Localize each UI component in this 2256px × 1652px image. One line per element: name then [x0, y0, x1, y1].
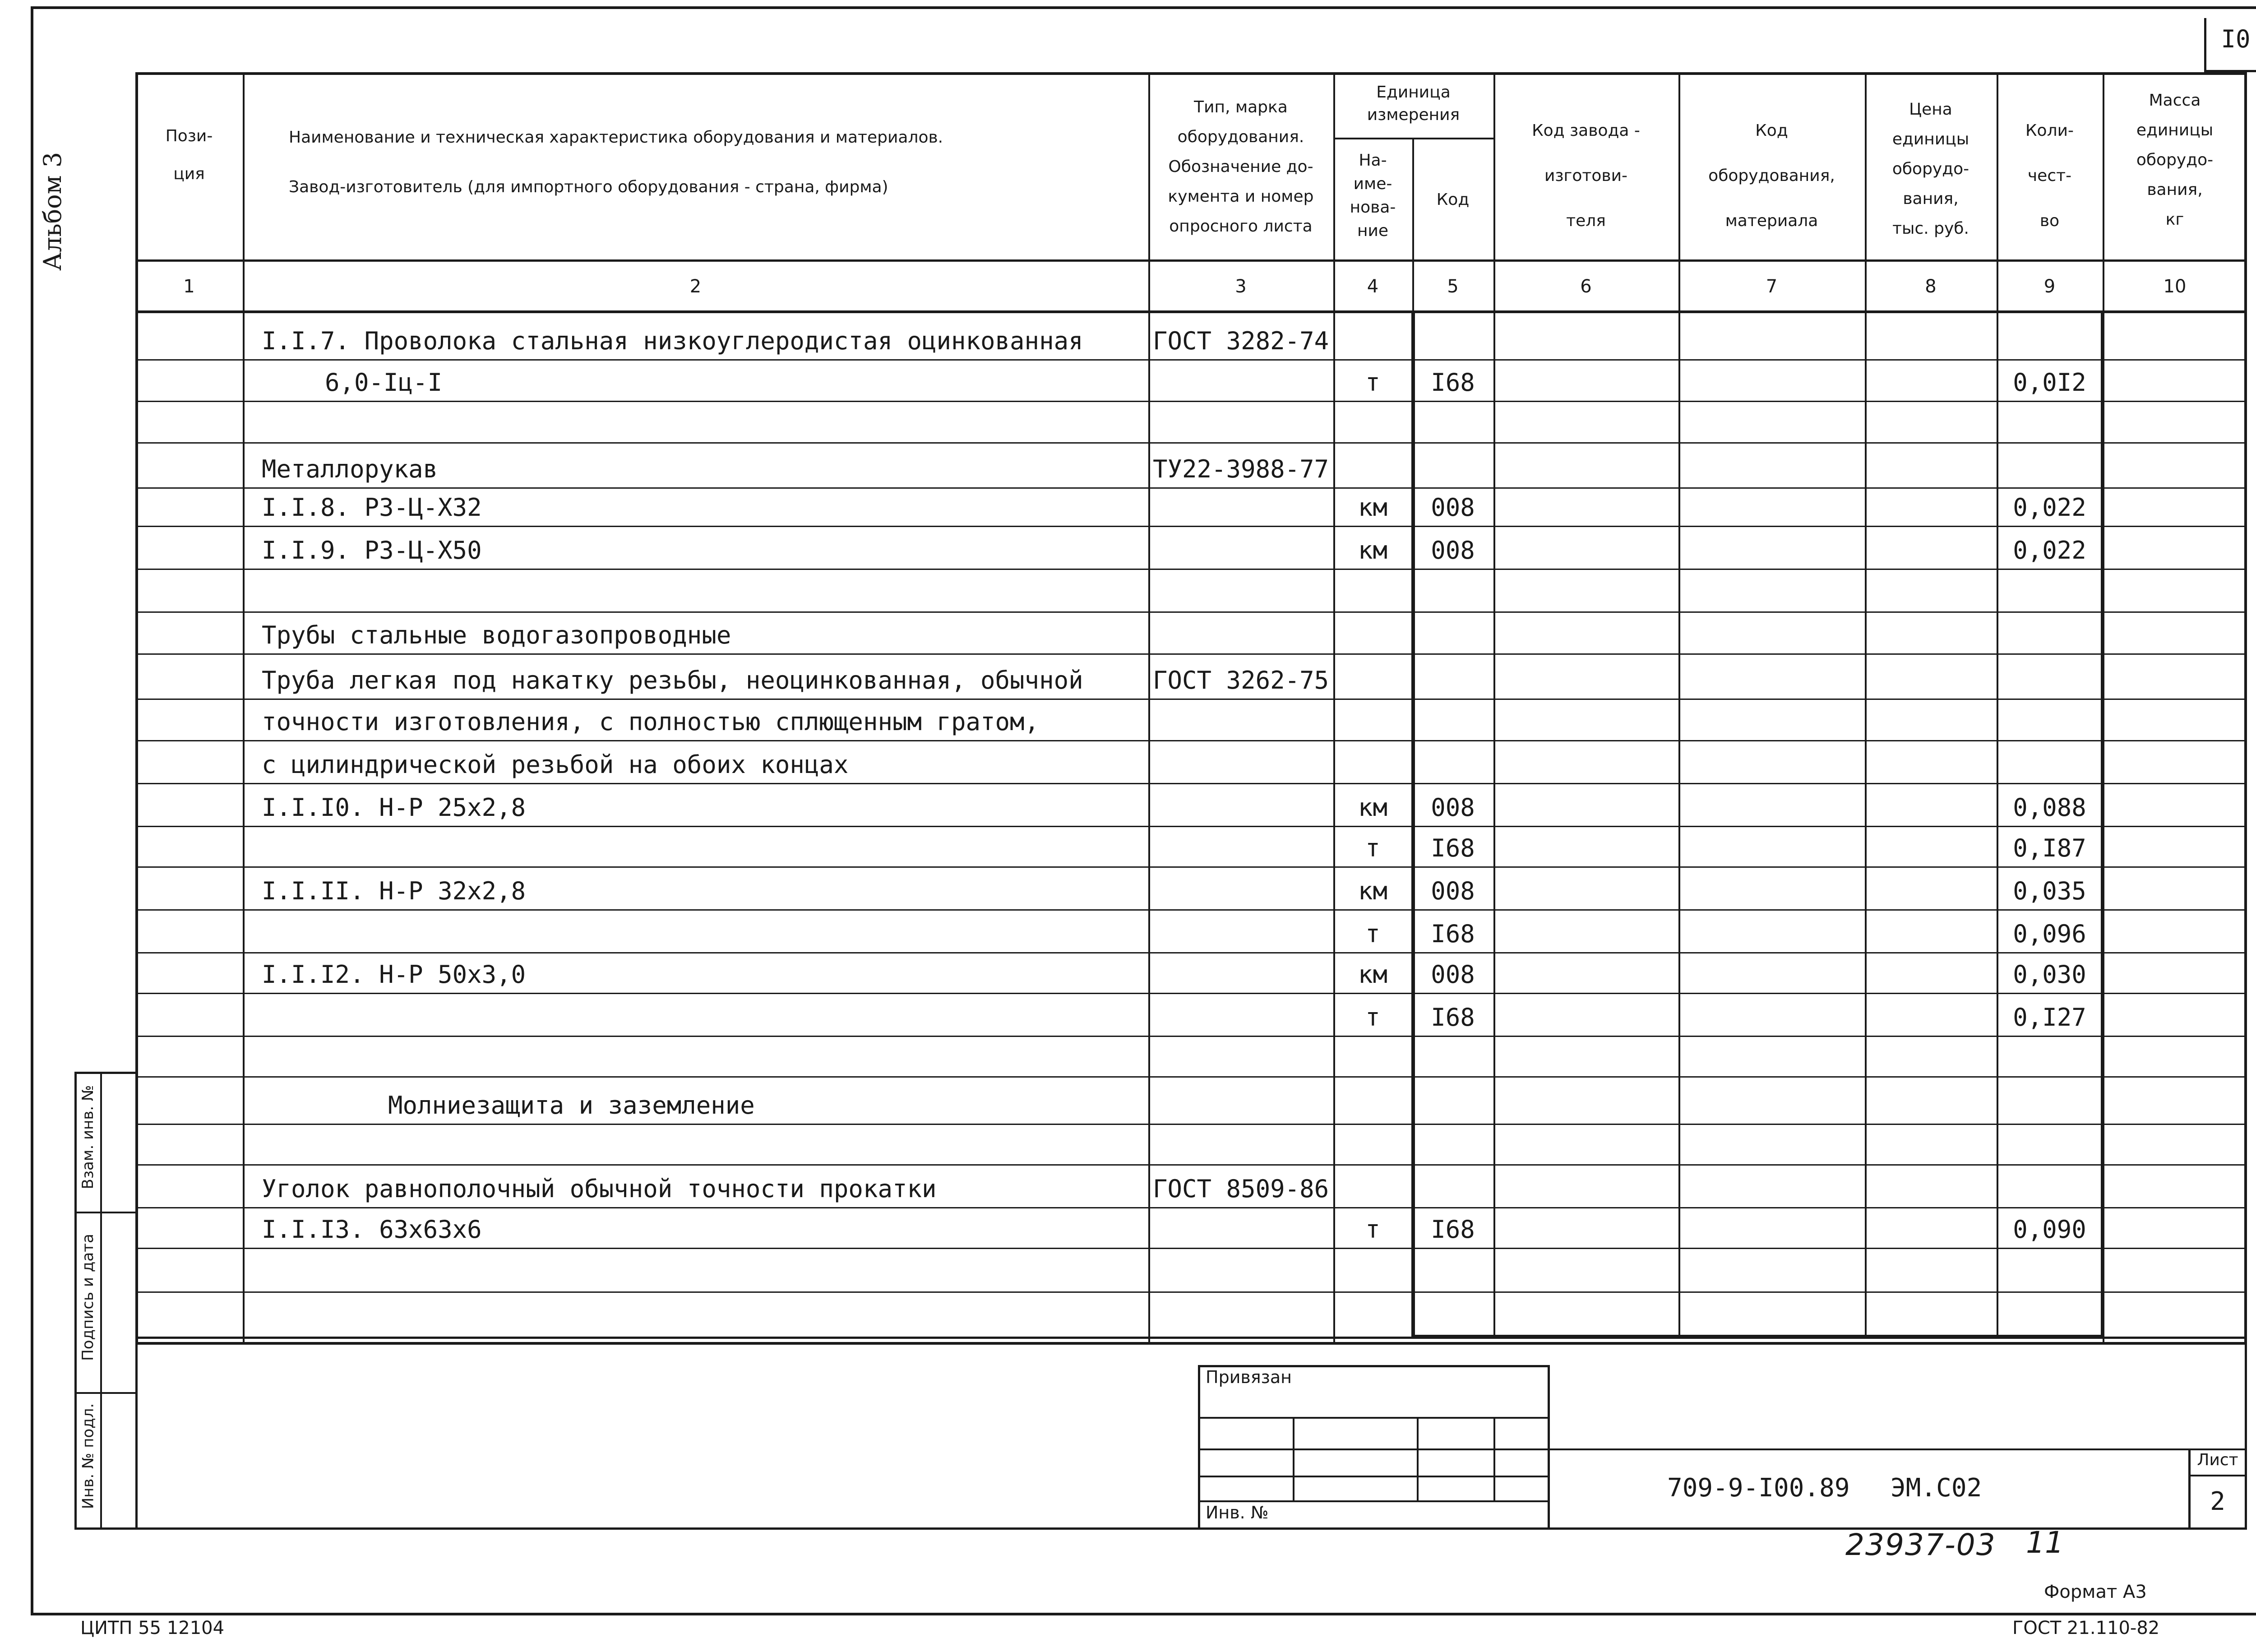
row-code: I68 [1431, 1003, 1475, 1032]
table-row [135, 783, 2247, 826]
row-unit: т [1365, 834, 1380, 862]
table-row [135, 1164, 2247, 1207]
row-code: 008 [1431, 493, 1475, 522]
column-number: 8 [1925, 276, 1937, 297]
row-name: Трубы стальные водогазопроводные [262, 621, 731, 649]
row-unit: км [1358, 793, 1388, 822]
row-name: I.I.9. Р3-Ц-Х50 [262, 536, 482, 565]
row-qty: 0,I87 [2013, 834, 2086, 862]
row-type: ТУ22-3988-77 [1153, 455, 1329, 483]
table-row [135, 909, 2247, 952]
header-col9: Коли- чест- во [2025, 121, 2074, 230]
row-qty: 0,I27 [2013, 1003, 2086, 1032]
header-col2: Наименование и техническая характеристика оборудования и материалов. Завод-изготовитель (для импортного оборудования - страна, фирма) [289, 128, 943, 196]
row-unit: т [1365, 1215, 1380, 1244]
row-name: I.I.I3. 63х63х6 [262, 1215, 482, 1244]
row-name: Уголок равнополочный обычной точности прокатки [262, 1175, 937, 1203]
list-label: Лист [2197, 1451, 2238, 1469]
column-number: 9 [2043, 276, 2056, 297]
column-number: 7 [1766, 276, 1778, 297]
table-row [135, 442, 2247, 487]
table-row [135, 401, 2247, 442]
stamp-podpis-data: Подпись и дата [79, 1234, 97, 1361]
row-name: I.I.7. Проволока стальная низкоуглеродистая оцинкованная [262, 327, 1083, 355]
table-row [135, 1207, 2247, 1248]
row-name: Металлорукав [262, 455, 438, 483]
row-name: с цилиндрической резьбой на обоих концах [262, 750, 849, 779]
row-code: I68 [1431, 1215, 1475, 1244]
row-qty: 0,0I2 [2013, 368, 2086, 397]
header-col7: Код оборудования, материала [1708, 121, 1835, 230]
row-name: I.I.8. Р3-Ц-Х32 [262, 493, 482, 522]
gost-label: ГОСТ 21.110-82 [2012, 1618, 2160, 1638]
column-number: 6 [1580, 276, 1592, 297]
doc-mark: ЭМ.С02 [1891, 1473, 1982, 1503]
column-number: 2 [689, 276, 702, 297]
row-qty: 0,096 [2013, 920, 2086, 948]
row-qty: 0,030 [2013, 960, 2086, 989]
row-name: I.I.II. Н-Р 32х2,8 [262, 877, 526, 905]
row-name: Молниезащита и заземление [388, 1091, 755, 1120]
row-unit: т [1365, 920, 1380, 948]
row-name: 6,0-Iц-I [325, 368, 443, 397]
stamp-vzam-inv: Взам. инв. № [79, 1085, 97, 1189]
privyazan-label: Привязан [1206, 1367, 1292, 1387]
row-name: Труба легкая под накатку резьбы, неоцинкованная, обычной [262, 666, 1083, 694]
row-code: I68 [1431, 834, 1475, 862]
row-code: 008 [1431, 536, 1475, 565]
album-label: Альбом 3 [38, 152, 67, 271]
table-row [135, 611, 2247, 653]
sheet-corner-number: I0 [2221, 25, 2251, 53]
table-row [135, 826, 2247, 866]
handwritten-number: 23937-03 [1845, 1527, 1996, 1562]
column-number: 1 [183, 276, 195, 297]
row-qty: 0,022 [2013, 536, 2086, 565]
citp-label: ЦИТП 55 12104 [80, 1618, 225, 1638]
table-row [135, 1076, 2247, 1124]
table-row [135, 359, 2247, 401]
row-unit: км [1358, 877, 1388, 905]
column-number: 3 [1235, 276, 1247, 297]
column-number: 4 [1367, 276, 1379, 297]
row-unit: км [1358, 536, 1388, 565]
table-row [135, 487, 2247, 526]
row-qty: 0,022 [2013, 493, 2086, 522]
row-name: точности изготовления, с полностью сплющенным гратом, [262, 708, 1040, 736]
list-number: 2 [2210, 1487, 2225, 1516]
table-row [135, 1291, 2247, 1337]
column-number: 5 [1447, 276, 1459, 297]
header-col4: На- име- нова- ние [1350, 151, 1396, 240]
row-qty: 0,035 [2013, 877, 2086, 905]
row-code: 008 [1431, 877, 1475, 905]
row-name: I.I.I2. Н-Р 50х3,0 [262, 960, 526, 989]
inv-no-label: Инв. № [1206, 1503, 1269, 1522]
row-code: 008 [1431, 793, 1475, 822]
row-unit: т [1365, 1003, 1380, 1032]
row-unit: км [1358, 960, 1388, 989]
row-name: I.I.I0. Н-Р 25х2,8 [262, 793, 526, 822]
table-row [135, 740, 2247, 783]
doc-code: 709-9-I00.89 [1667, 1473, 1850, 1503]
table-row [135, 1124, 2247, 1164]
format-label: Формат А3 [2044, 1582, 2147, 1602]
header-col5: Код [1436, 190, 1470, 209]
row-unit: км [1358, 493, 1388, 522]
row-type: ГОСТ 3282-74 [1153, 327, 1329, 355]
table-row [135, 526, 2247, 569]
row-code: 008 [1431, 960, 1475, 989]
row-type: ГОСТ 3262-75 [1153, 666, 1329, 694]
stamp-inv-podl: Инв. № подл. [79, 1403, 97, 1509]
column-number: 10 [2163, 276, 2187, 297]
header-col1: Пози- ция [165, 127, 213, 183]
row-code: I68 [1431, 368, 1475, 397]
header-col8: Цена единицы оборудо- вания, тыс. руб. [1892, 100, 1969, 238]
table-row [135, 1036, 2247, 1076]
table-row [135, 993, 2247, 1036]
row-code: I68 [1431, 920, 1475, 948]
table-row [135, 653, 2247, 699]
header-col10: Масса единицы оборудо- вания, кг [2136, 91, 2214, 229]
row-qty: 0,090 [2013, 1215, 2086, 1244]
row-qty: 0,088 [2013, 793, 2086, 822]
table-row [135, 569, 2247, 611]
table-row [135, 866, 2247, 909]
row-unit: т [1365, 368, 1380, 397]
table-row [135, 952, 2247, 993]
table-row [135, 313, 2247, 359]
header-col45-group: Единица измерения [1367, 83, 1460, 124]
header-col6: Код завода - изготови- теля [1532, 121, 1640, 230]
handwritten-mark: 11 [2026, 1525, 2064, 1560]
header-col3: Тип, марка оборудования. Обозначение до- кумента и номер опросного листа [1168, 98, 1314, 236]
table-row [135, 1248, 2247, 1291]
row-type: ГОСТ 8509-86 [1153, 1175, 1329, 1203]
table-row [135, 699, 2247, 740]
